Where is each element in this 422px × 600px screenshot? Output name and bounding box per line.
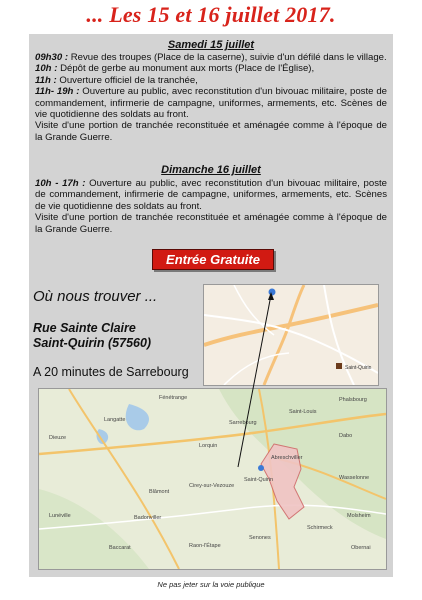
program-item: 10h : Dépôt de gerbe au monument aux morts (Place de l'Église), [35,63,315,75]
map-town-label: Baccarat [109,545,131,551]
content-panel [29,34,393,577]
map-town-label: Molsheim [347,513,371,519]
map-town-label: Phalsbourg [339,397,367,403]
map-town-label: Cirey-sur-Vezouze [189,483,235,489]
footer-note: Ne pas jeter sur la voie publique [157,580,265,589]
location-heading: Où nous trouver ... [33,288,158,305]
map-town-label: Obernai [351,545,371,551]
map-town-label: Wasselonne [339,475,370,481]
map-town-label: Saint-Louis [289,409,317,415]
map-town-label: Lunéville [49,513,71,519]
map-town-label: Schirmeck [307,525,333,531]
program-item: 11h : Ouverture officiel de la tranchée, [35,74,198,86]
map-town-label: Lorquin [199,443,218,449]
map-town-label: Dabo [339,433,353,439]
address-town: Saint-Quirin (57560) [33,336,152,350]
address-street: Rue Sainte Claire [33,321,136,335]
page-title: ... Les 15 et 16 juillet 2017. [86,2,336,27]
map-town-label: Senones [249,535,271,541]
saturday-heading: Samedi 15 juillet [167,39,255,51]
visit-text: Visite d'une portion de tranchée reconstituée et aménagée comme à l'époque de la Grande Guerre. [35,120,387,143]
map-town-label: Abreschviller [271,455,303,461]
program-item: 09h30 : Revue des troupes (Place de la caserne), suivie d'un défilé dans le village. [35,52,387,63]
map-town-label: Dieuze [49,435,67,441]
map-connector-arrow [29,34,393,577]
map-town-label: Fénétrange [159,395,188,401]
free-entry-badge: Entrée Gratuite [152,249,274,270]
map-town-label: Sarrebourg [229,420,257,426]
visit-text: Visite d'une portion de tranchée reconstituée et aménagée comme à l'époque de la Grande Guerre. [35,212,387,235]
map-town-label: Langatte [104,417,126,423]
map-town-label: Raon-l'Étape [189,543,221,549]
map-town-label: Saint-Quirin [244,477,274,483]
map-place-label: Saint-Quirin [345,365,372,371]
map-town-label: Badonviller [134,515,162,521]
program-item: 11h- 19h : Ouverture au public, avec reconstitution d'un bivouac militaire, poste de commandement, infirmerie de campagne, uniformes, armements, etc. Scènes de vie quotidienne des soldats au front. [35,86,387,121]
sunday-heading: Dimanche 16 juillet [161,164,261,176]
program-item: 10h - 17h : Ouverture au public, avec reconstitution d'un bivouac militaire, poste de commandement, infirmerie de campagne, uniformes, armements, etc. Scènes de vie quotidienne des soldats au front. [35,178,387,212]
map-town-label: Blâmont [149,489,170,495]
distance-text: A 20 minutes de Sarrebourg [33,365,189,379]
